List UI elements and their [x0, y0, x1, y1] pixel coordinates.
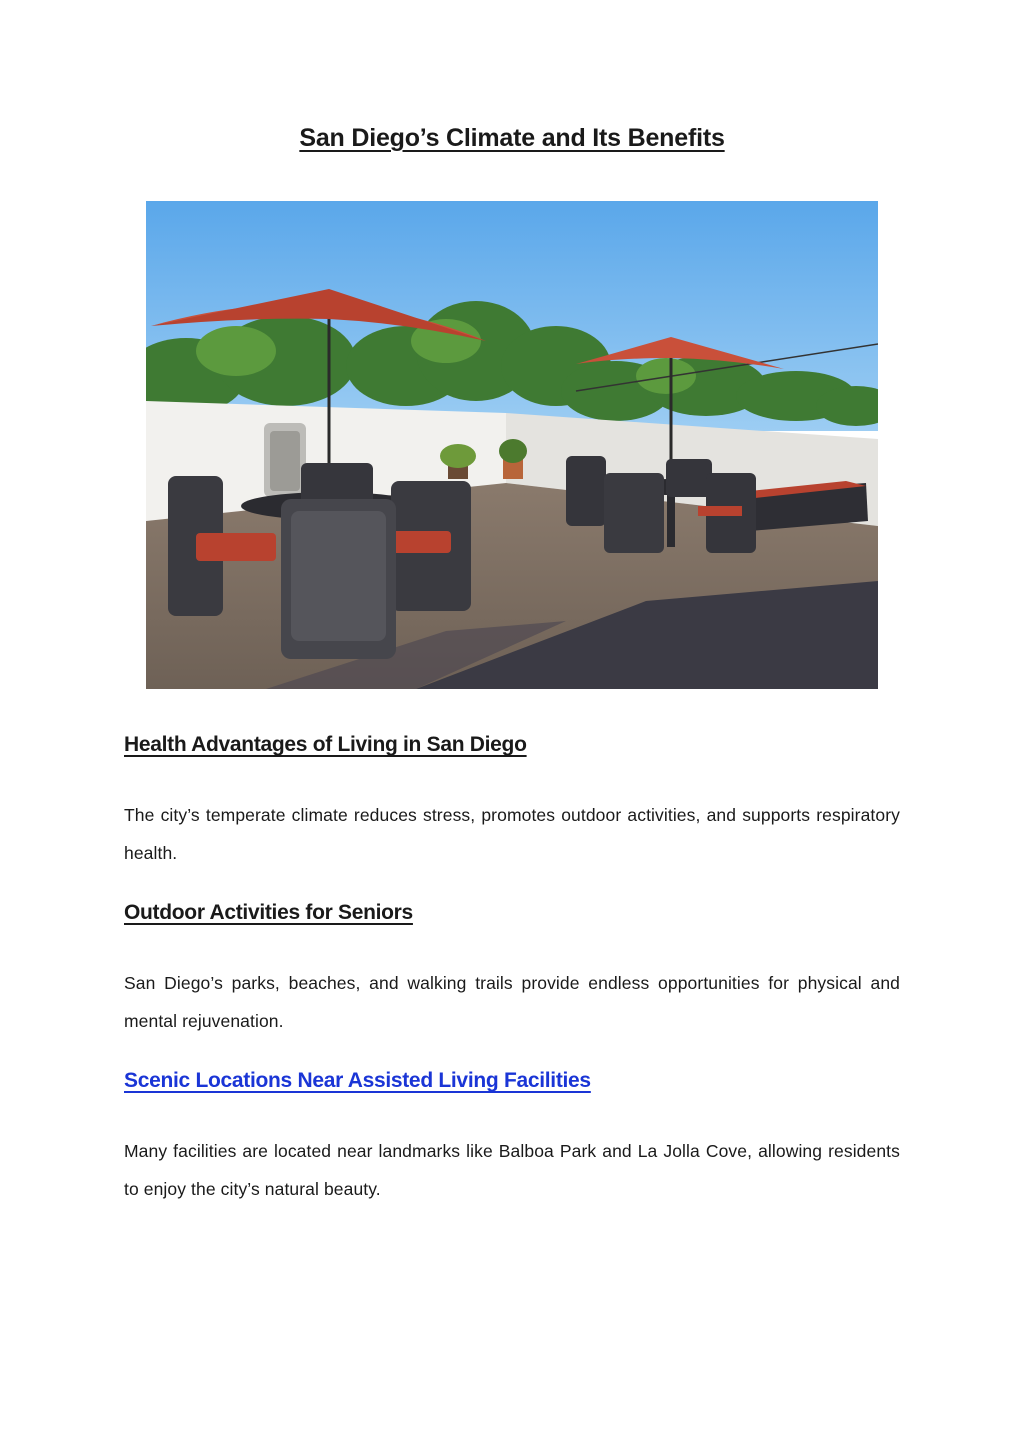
- section-heading: Outdoor Activities for Seniors: [124, 901, 413, 924]
- section-outdoor-activities: [124, 901, 900, 1040]
- scenic-locations-link[interactable]: Scenic Locations Near Assisted Living Facilities: [124, 1069, 591, 1092]
- section-body: The city’s temperate climate reduces stress, promotes outdoor activities, and supports respiratory health.: [124, 805, 900, 863]
- page-title: San Diego’s Climate and Its Benefits: [299, 124, 725, 152]
- rooftop-patio-photo: [146, 201, 878, 689]
- section-scenic-locations: [124, 1069, 900, 1208]
- section-health-advantages: [124, 733, 900, 872]
- section-heading: Health Advantages of Living in San Diego: [124, 733, 527, 756]
- section-body: Many facilities are located near landmarks like Balboa Park and La Jolla Cove, allowing residents to enjoy the city’s natural beauty.: [124, 1141, 900, 1199]
- section-body: San Diego’s parks, beaches, and walking trails provide endless opportunities for physical and mental rejuvenation.: [124, 973, 900, 1031]
